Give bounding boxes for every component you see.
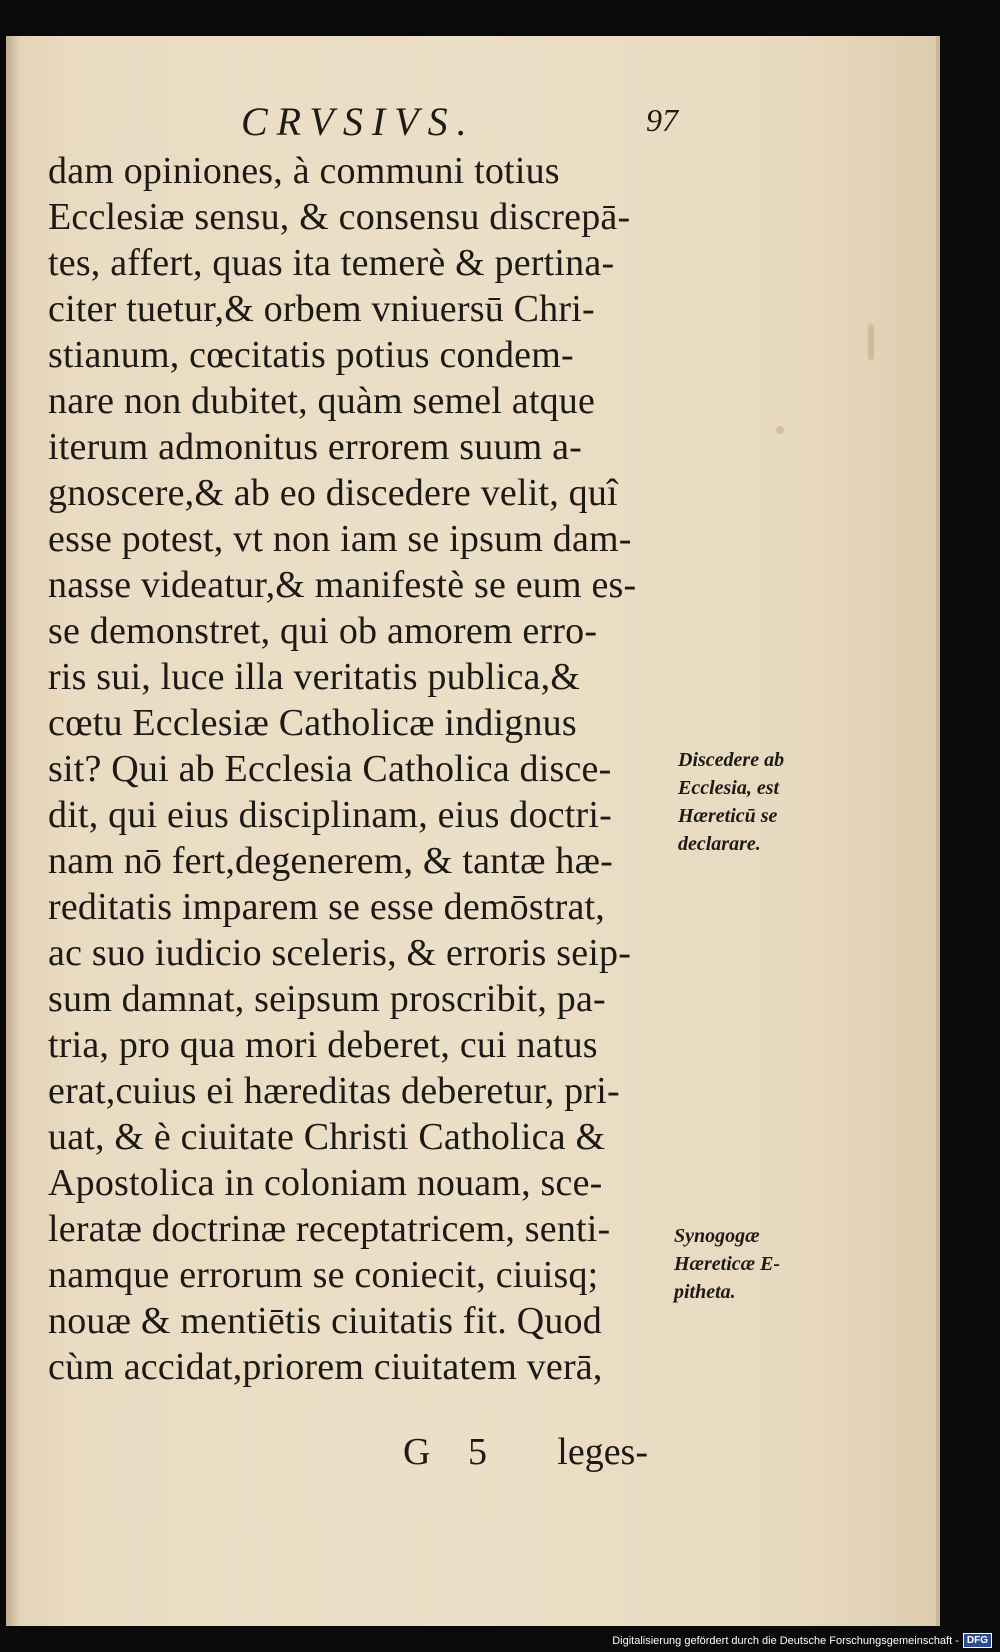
- text-line: Ecclesiæ sensu, & consensu discrepā-: [48, 196, 631, 238]
- paper-stain: [776, 426, 784, 434]
- text-line: nare non dubitet, quàm semel atque: [48, 380, 596, 422]
- text-line: citer tuetur,& orbem vniuersū Chri-: [48, 288, 595, 330]
- gutter-shadow: [6, 36, 20, 1626]
- text-line: nouæ & mentiētis ciuitatis fit. Quod: [48, 1300, 602, 1342]
- text-line: uat, & è ciuitate Christi Catholica &: [48, 1116, 606, 1158]
- marginal-note-line: declarare.: [678, 833, 761, 855]
- text-line: namque errorum se coniecit, ciuisq;: [48, 1254, 599, 1296]
- marginal-note-line: Hæreticū se: [678, 805, 778, 827]
- marginal-note-line: Discedere ab: [678, 749, 785, 771]
- credit-text: Digitalisierung gefördert durch die Deutsche Forschungsgemeinschaft -: [612, 1634, 959, 1647]
- page-number: 97: [646, 102, 678, 138]
- signature-mark: G 5: [403, 1431, 501, 1473]
- text-line: stianum, cœcitatis potius condem-: [48, 334, 574, 376]
- marginal-note-line: pitheta.: [674, 1281, 736, 1303]
- text-line: gnoscere,& ab eo discedere velit, quî: [48, 472, 618, 514]
- text-line: ac suo iudicio sceleris, & erroris seip-: [48, 932, 632, 974]
- marginal-note-line: Synogogæ: [674, 1225, 760, 1247]
- marginal-note: [678, 746, 784, 858]
- text-line: tria, pro qua mori deberet, cui natus: [48, 1024, 598, 1066]
- text-line: tes, affert, quas ita temerè & pertina-: [48, 242, 615, 284]
- text-line: Apostolica in coloniam nouam, sce-: [48, 1162, 603, 1204]
- text-line: sum damnat, seipsum proscribit, pa-: [48, 978, 606, 1020]
- text-line: esse potest, vt non iam se ipsum dam-: [48, 518, 632, 560]
- text-line: cœtu Ecclesiæ Catholicæ indignus: [48, 702, 577, 744]
- digitization-credit: [612, 1633, 992, 1648]
- text-line: reditatis imparem se esse demōstrat,: [48, 886, 605, 928]
- text-line: sit? Qui ab Ecclesia Catholica disce-: [48, 748, 612, 790]
- text-line: leratæ doctrinæ receptatricem, senti-: [48, 1208, 611, 1250]
- paper-stain: [868, 324, 874, 360]
- dfg-logo: DFG: [963, 1633, 992, 1648]
- text-line: se demonstret, qui ob amorem erro-: [48, 610, 598, 652]
- book-page: [6, 36, 940, 1626]
- catchline: [48, 1430, 688, 1476]
- text-line: ris sui, luce illa veritatis publica,&: [48, 656, 581, 698]
- text-line: nasse videatur,& manifestè se eum es-: [48, 564, 637, 606]
- text-line: erat,cuius ei hæreditas deberetur, pri-: [48, 1070, 620, 1112]
- marginal-note: [674, 1222, 780, 1306]
- body-text: [48, 148, 688, 1390]
- catchword: leges-: [557, 1431, 648, 1473]
- text-line: nam nō fert,degenerem, & tantæ hæ-: [48, 840, 614, 882]
- text-line: cùm accidat,priorem ciuitatem verā,: [48, 1346, 603, 1388]
- marginal-note-line: Hæreticæ E-: [674, 1253, 781, 1275]
- text-line: dam opiniones, à communi totius: [48, 150, 560, 192]
- text-line: dit, qui eius disciplinam, eius doctri-: [48, 794, 612, 836]
- text-line: iterum admonitus errorem suum a-: [48, 426, 583, 468]
- marginal-note-line: Ecclesia, est: [678, 777, 780, 799]
- running-head: CRVSIVS.: [241, 99, 476, 144]
